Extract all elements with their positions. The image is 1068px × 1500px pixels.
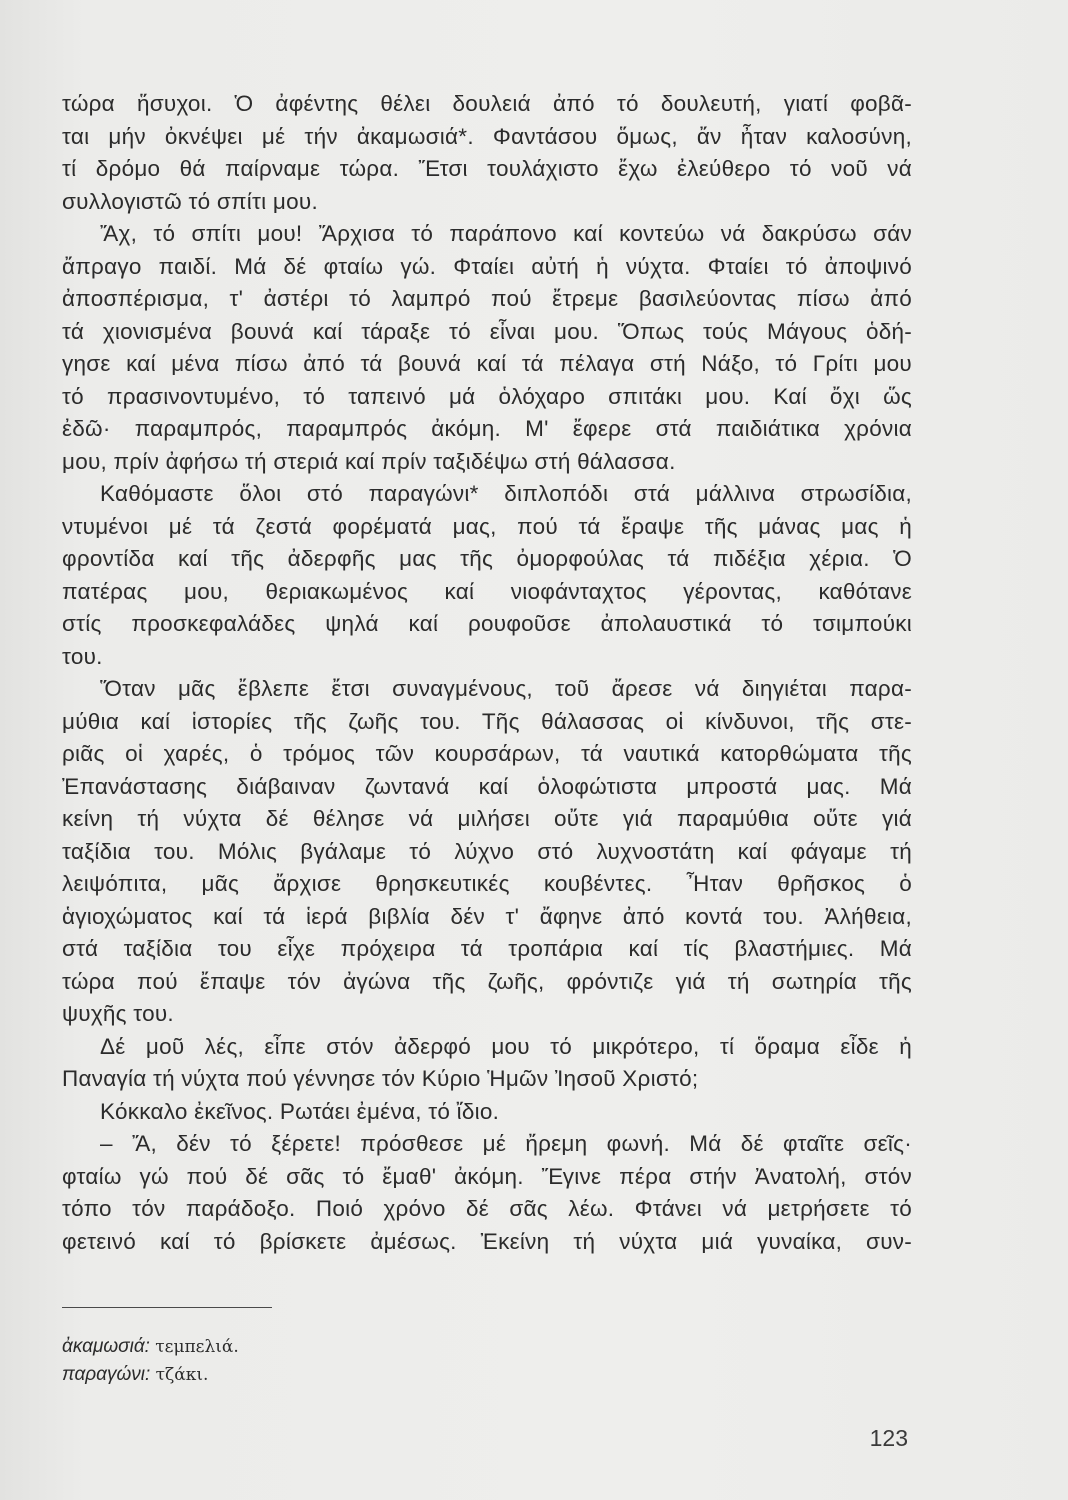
body-text <box>62 88 912 1258</box>
text-line: τόπο τόν παράδοξο. Ποιό χρόνο δέ σᾶς λέω. Φτάνει νά μετρήσετε τό <box>62 1196 912 1221</box>
text-line: πατέρας μου, θεριακωμένος καί νιοφάνταχτος γέροντας, καθότανε <box>62 578 912 604</box>
footnotes <box>62 1333 239 1389</box>
text-line: κείνη τή νύχτα δέ θέλησε νά μιλήσει οὔτε γιά παραμύθια οὔτε γιά <box>62 806 912 831</box>
text-line: τά χιονισμένα βουνά καί τάραξε τό εἶναι μου. Ὅπως τούς Μάγους ὁδή- <box>62 318 912 344</box>
text-line: ἐδῶ· παραμπρός, παραμπρός ἀκόμη. Μ' ἔφερε στά παιδιάτικα χρόνια <box>62 416 912 441</box>
text-line: τώρα πού ἔπαψε τόν ἀγώνα τῆς ζωῆς, φρόντιζε γιά τή σωτηρία τῆς <box>62 968 912 994</box>
text-line: ντυμένοι μέ τά ζεστά φορέματά μας, πού τά ἔραψε τῆς μάνας μας ἡ <box>62 513 912 539</box>
text-line: λειψόπιτα, μᾶς ἄρχισε θρησκευτικές κουβέντες. Ἦταν θρῆσκος ὁ <box>62 871 912 896</box>
text-line: στά ταξίδια του εἶχε πρόχειρα τά τροπάρια καί τίς βλαστήμιες. Μά <box>62 936 912 961</box>
footnote-term: παραγώνι: <box>62 1364 151 1385</box>
text-line: φταίω γώ πού δέ σᾶς τό ἔμαθ' ἀκόμη. Ἔγινε πέρα στήν Ἀνατολή, στόν <box>62 1163 912 1189</box>
text-line: Καθόμαστε ὅλοι στό παραγώνι* διπλοπόδι στά μάλλινα στρωσίδια, <box>100 481 912 506</box>
text-line: του. <box>62 643 103 669</box>
text-line: Ἄχ, τό σπίτι μου! Ἄρχισα τό παράπονο καί κοντεύω νά δακρύσω σάν <box>100 221 912 246</box>
footnote-definition: τεμπελιά. <box>155 1337 239 1357</box>
footnote <box>62 1361 239 1389</box>
text-line: Ὅταν μᾶς ἔβλεπε ἔτσι συναγμένους, τοῦ ἄρεσε νά διηγιέται παρα- <box>100 676 912 701</box>
text-line: Ἐπανάστασης διάβαιναν ζωντανά καί ὁλοφώτιστα μπροστά μας. Μά <box>62 773 912 799</box>
text-line: στίς προσκεφαλάδες ψηλά καί ρουφοῦσε ἀπολαυστικά τό τσιμπούκι <box>62 611 912 636</box>
text-line: ριᾶς οἱ χαρές, ὁ τρόμος τῶν κουρσάρων, τά ναυτικά κατορθώματα τῆς <box>62 741 912 766</box>
page-number: 123 <box>869 1425 908 1451</box>
footnote-definition: τζάκι. <box>155 1365 209 1385</box>
footnote-term: ἀκαμωσιά: <box>62 1336 150 1357</box>
text-line: ἁγιοχώματος καί τά ἱερά βιβλία δέν τ' ἄφηνε ἀπό κοντά του. Ἀλήθεια, <box>62 903 912 929</box>
text-line: τώρα ἥσυχοι. Ὁ ἀφέντης θέλει δουλειά ἀπό τό δουλευτή, γιατί φοβᾶ- <box>62 91 912 116</box>
text-line: φροντίδα καί τῆς ἀδερφῆς μας τῆς ὀμορφούλας τά πιδέξια χέρια. Ὁ <box>62 546 912 571</box>
text-line: ταξίδια του. Μόλις βγάλαμε τό λύχνο στό λυχνοστάτη καί φάγαμε τή <box>62 838 912 864</box>
text-line: μου, πρίν ἀφήσω τή στεριά καί πρίν ταξιδέψω στή θάλασσα. <box>62 448 676 474</box>
text-line: ψυχῆς του. <box>62 1001 174 1026</box>
text-line: ται μήν ὀκνέψει μέ τήν ἀκαμωσιά*. Φαντάσου ὅμως, ἄν ἦταν καλοσύνη, <box>62 123 912 149</box>
footnote-divider <box>62 1307 272 1308</box>
text-line: Κόκκαλο ἐκεῖνος. Ρωτάει ἐμένα, τό ἴδιο. <box>100 1098 500 1124</box>
text-line: τί δρόμο θά παίρναμε τώρα. Ἔτσι τουλάχιστο ἔχω ἐλεύθερο τό νοῦ νά <box>62 156 912 181</box>
text-line: τό πρασινοντυμένο, τό ταπεινό μά ὁλόχαρο σπιτάκι μου. Καί ὄχι ὥς <box>62 383 912 409</box>
text-line: Δέ μοῦ λές, εἶπε στόν ἀδερφό μου τό μικρότερο, τί ὅραμα εἶδε ἡ <box>100 1033 912 1059</box>
text-line: γησε καί μένα πίσω ἀπό τά βουνά καί τά πέλαγα στή Νάξο, τό Γρίτι μου <box>62 351 912 376</box>
text-line: μύθια καί ἱστορίες τῆς ζωῆς του. Τῆς θάλασσας οἱ κίνδυνοι, τῆς στε- <box>62 708 912 734</box>
text-line: φετεινό καί τό βρίσκετε ἀμέσως. Ἐκείνη τή νύχτα μιά γυναίκα, συν- <box>62 1228 912 1254</box>
text-line: ἄπραγο παιδί. Μά δέ φταίω γώ. Φταίει αὐτή ἡ νύχτα. Φταίει τό ἀποψινό <box>62 253 912 279</box>
footnote <box>62 1333 239 1361</box>
text-line: Παναγία τή νύχτα πού γέννησε τόν Κύριο Ἡμῶν Ἰησοῦ Χριστό; <box>62 1066 699 1091</box>
text-line: συλλογιστῶ τό σπίτι μου. <box>62 188 318 214</box>
text-line: ἀποσπέρισμα, τ' ἀστέρι τό λαμπρό πού ἔτρεμε βασιλεύοντας πίσω ἀπό <box>62 286 912 311</box>
text-line: – Ἄ, δέν τό ξέρετε! πρόσθεσε μέ ἤρεμη φωνή. Μά δέ φταῖτε σεῖς· <box>100 1131 912 1156</box>
